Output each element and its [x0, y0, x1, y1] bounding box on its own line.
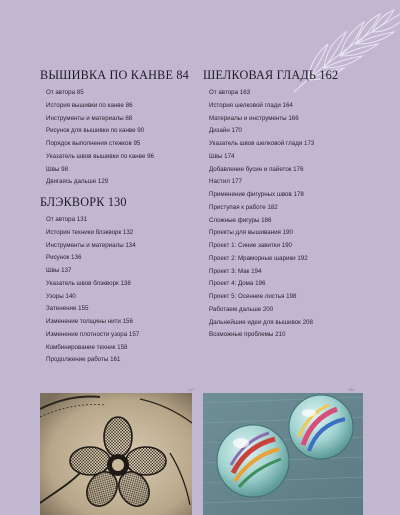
toc-entry: Указатель швов блэкворк 138 [46, 279, 131, 287]
toc-entry: Проекты для вышивания 190 [209, 229, 293, 237]
toc-entry: Инструменты и материалы 88 [46, 114, 133, 122]
toc-entry: Проект 1: Синие завитки 190 [209, 242, 292, 249]
toc-entry: Порядок выполнения стежков 95 [46, 140, 141, 147]
silk-marbles-photo-icon [203, 393, 363, 515]
blackwork-photo [40, 393, 192, 515]
toc-entry: Работаем дальше 200 [209, 305, 274, 313]
toc-entry: Швы 174 [209, 152, 235, 160]
toc-entry: От автора 163 [209, 89, 251, 96]
silk-shading-photo [203, 393, 363, 515]
toc-entry: Комбинирование техник 158 [46, 343, 128, 351]
toc-entry: Дальнейшие идеи для вышивок 208 [209, 318, 313, 326]
toc-entry: Продолжение работы 161 [46, 356, 121, 364]
section-title-blackwork: БЛЭКВОРК 130 [40, 195, 127, 209]
toc-entry: От автора 85 [46, 89, 84, 96]
toc-entry: Настил 177 [209, 178, 242, 186]
toc-entry: Применение фигурных швов 178 [209, 191, 304, 198]
toc-entry: Инструменты и материалы 134 [46, 241, 136, 249]
section-title-canvas: ВЫШИВКА ПО КАНВЕ 84 [40, 68, 189, 82]
toc-entry: История техники блэкворк 132 [46, 228, 134, 236]
toc-entry: Добавление бусин и пайеток 176 [209, 165, 304, 173]
toc-entry: Узоры 140 [46, 292, 76, 300]
toc-entry: Дизайн 170 [209, 127, 242, 135]
toc-entry: Рисунок 136 [46, 254, 82, 262]
toc-entry: История шелковой глади 164 [209, 101, 293, 109]
toc-entry: Проект 4: Дома 196 [209, 280, 266, 288]
toc-entry: От автора 131 [46, 216, 88, 223]
toc-entry: Сложные фигуры 186 [209, 216, 272, 224]
toc-entry: Материалы и инструменты 166 [209, 114, 299, 122]
toc-right-column [203, 68, 383, 342]
page-number-right: 181 [348, 387, 355, 392]
blackwork-flower-photo-icon [40, 393, 192, 515]
section-title-silk: ШЕЛКОВАЯ ГЛАДЬ 162 [203, 68, 339, 82]
toc-entry: Приступая к работе 182 [209, 203, 278, 211]
toc-entry: Двигаясь дальше 129 [46, 178, 109, 186]
toc-entry: Рисунок для вышивки по канве 90 [46, 127, 145, 135]
page-number-left: 127 [188, 387, 195, 392]
toc-entry: Изменение толщины нити 156 [46, 318, 133, 325]
toc-entry: Проект 2: Мраморные шарики 192 [209, 254, 308, 262]
toc-left-column [40, 68, 200, 367]
toc-entry: История вышивки по канве 86 [46, 101, 133, 109]
toc-entry: Изменение плотности узора 157 [46, 330, 140, 338]
toc-entry: Указатель швов вышивки по канве 96 [46, 152, 154, 160]
toc-entry: Швы 98 [46, 165, 69, 173]
toc-entry: Затенение 155 [46, 305, 89, 313]
toc-entry: Проект 5: Осенние листья 198 [209, 293, 297, 300]
toc-entry: Возможные проблемы 210 [209, 331, 286, 339]
toc-entry: Указатель швов шелковой глади 173 [209, 140, 315, 147]
toc-entry: Швы 137 [46, 267, 72, 274]
toc-entry: Проект 3: Мак 194 [209, 267, 262, 275]
